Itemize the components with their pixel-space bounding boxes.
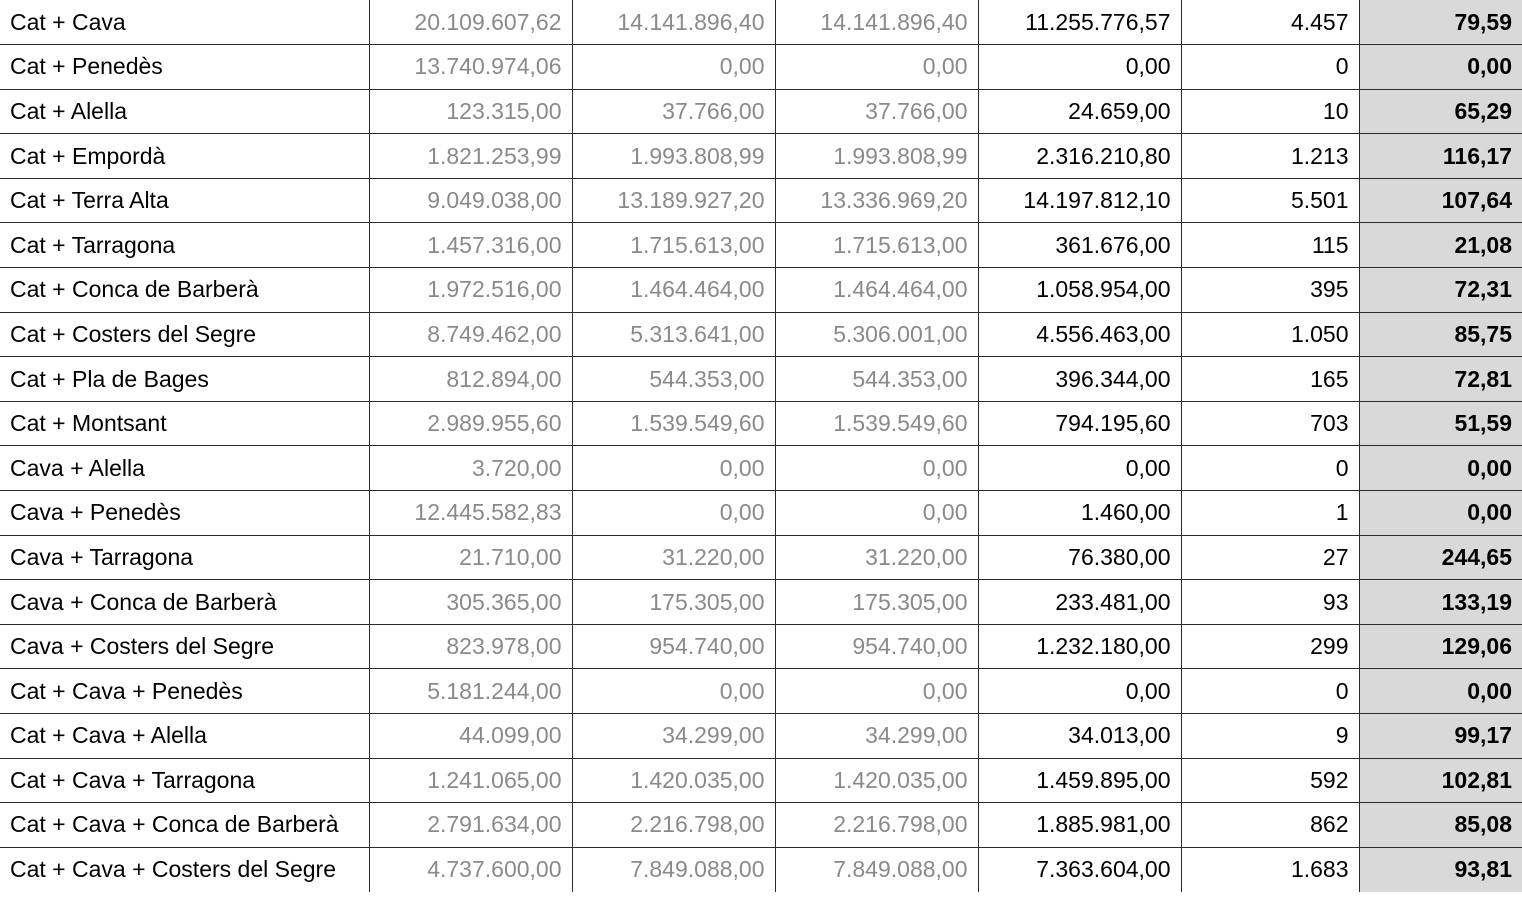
- value-cell-col3: 0,00: [775, 491, 978, 536]
- value-cell-col3: 0,00: [775, 669, 978, 714]
- table-row: [0, 312, 1522, 357]
- value-cell-col6: 72,31: [1359, 268, 1522, 313]
- value-cell-col2: 0,00: [572, 45, 775, 90]
- value-cell-col2: 1.993.808,99: [572, 134, 775, 179]
- value-cell-col2: 1.539.549,60: [572, 401, 775, 446]
- value-cell-col5: 1: [1181, 491, 1359, 536]
- table-row: [0, 178, 1522, 223]
- value-cell-col1: 20.109.607,62: [369, 0, 572, 45]
- value-cell-col2: 13.189.927,20: [572, 178, 775, 223]
- table-row: [0, 669, 1522, 714]
- value-cell-col5: 27: [1181, 535, 1359, 580]
- value-cell-col2: 544.353,00: [572, 357, 775, 402]
- value-cell-col6: 79,59: [1359, 0, 1522, 45]
- value-cell-col3: 34.299,00: [775, 714, 978, 759]
- row-label-cell: Cat + Costers del Segre: [0, 312, 369, 357]
- table-row: [0, 803, 1522, 848]
- table-row: [0, 446, 1522, 491]
- value-cell-col4: 14.197.812,10: [978, 178, 1181, 223]
- row-label-cell: Cava + Tarragona: [0, 535, 369, 580]
- value-cell-col3: 544.353,00: [775, 357, 978, 402]
- value-cell-col5: 0: [1181, 45, 1359, 90]
- table-row: [0, 357, 1522, 402]
- value-cell-col5: 4.457: [1181, 0, 1359, 45]
- row-label-cell: Cava + Costers del Segre: [0, 624, 369, 669]
- value-cell-col6: 102,81: [1359, 758, 1522, 803]
- value-cell-col6: 93,81: [1359, 847, 1522, 892]
- value-cell-col6: 99,17: [1359, 714, 1522, 759]
- value-cell-col1: 9.049.038,00: [369, 178, 572, 223]
- value-cell-col6: 0,00: [1359, 491, 1522, 536]
- value-cell-col3: 5.306.001,00: [775, 312, 978, 357]
- row-label-cell: Cat + Terra Alta: [0, 178, 369, 223]
- row-label-cell: Cat + Montsant: [0, 401, 369, 446]
- table-row: [0, 223, 1522, 268]
- value-cell-col3: 1.993.808,99: [775, 134, 978, 179]
- value-cell-col6: 244,65: [1359, 535, 1522, 580]
- value-cell-col3: 2.216.798,00: [775, 803, 978, 848]
- value-cell-col4: 1.885.981,00: [978, 803, 1181, 848]
- value-cell-col3: 14.141.896,40: [775, 0, 978, 45]
- value-cell-col5: 10: [1181, 89, 1359, 134]
- row-label-cell: Cava + Penedès: [0, 491, 369, 536]
- value-cell-col1: 44.099,00: [369, 714, 572, 759]
- value-cell-col5: 165: [1181, 357, 1359, 402]
- value-cell-col2: 954.740,00: [572, 624, 775, 669]
- row-label-cell: Cava + Conca de Barberà: [0, 580, 369, 625]
- value-cell-col3: 13.336.969,20: [775, 178, 978, 223]
- table-row: [0, 714, 1522, 759]
- value-cell-col6: 116,17: [1359, 134, 1522, 179]
- value-cell-col1: 13.740.974,06: [369, 45, 572, 90]
- row-label-cell: Cat + Tarragona: [0, 223, 369, 268]
- value-cell-col6: 85,75: [1359, 312, 1522, 357]
- value-cell-col1: 4.737.600,00: [369, 847, 572, 892]
- value-cell-col2: 0,00: [572, 491, 775, 536]
- value-cell-col4: 1.460,00: [978, 491, 1181, 536]
- value-cell-col2: 1.464.464,00: [572, 268, 775, 313]
- value-cell-col4: 0,00: [978, 45, 1181, 90]
- value-cell-col5: 0: [1181, 669, 1359, 714]
- value-cell-col3: 7.849.088,00: [775, 847, 978, 892]
- value-cell-col5: 703: [1181, 401, 1359, 446]
- value-cell-col2: 175.305,00: [572, 580, 775, 625]
- value-cell-col2: 1.715.613,00: [572, 223, 775, 268]
- value-cell-col3: 0,00: [775, 446, 978, 491]
- value-cell-col4: 2.316.210,80: [978, 134, 1181, 179]
- value-cell-col1: 812.894,00: [369, 357, 572, 402]
- value-cell-col6: 85,08: [1359, 803, 1522, 848]
- value-cell-col1: 12.445.582,83: [369, 491, 572, 536]
- row-label-cell: Cat + Conca de Barberà: [0, 268, 369, 313]
- value-cell-col4: 24.659,00: [978, 89, 1181, 134]
- row-label-cell: Cat + Cava + Alella: [0, 714, 369, 759]
- table-row: [0, 268, 1522, 313]
- value-cell-col1: 1.457.316,00: [369, 223, 572, 268]
- table-row: [0, 401, 1522, 446]
- value-cell-col1: 1.972.516,00: [369, 268, 572, 313]
- value-cell-col4: 7.363.604,00: [978, 847, 1181, 892]
- value-cell-col4: 0,00: [978, 669, 1181, 714]
- value-cell-col5: 93: [1181, 580, 1359, 625]
- row-label-cell: Cat + Cava + Tarragona: [0, 758, 369, 803]
- value-cell-col1: 5.181.244,00: [369, 669, 572, 714]
- row-label-cell: Cat + Empordà: [0, 134, 369, 179]
- value-cell-col6: 107,64: [1359, 178, 1522, 223]
- value-cell-col4: 1.459.895,00: [978, 758, 1181, 803]
- value-cell-col1: 1.241.065,00: [369, 758, 572, 803]
- value-cell-col5: 5.501: [1181, 178, 1359, 223]
- value-cell-col5: 1.683: [1181, 847, 1359, 892]
- table-row: [0, 847, 1522, 892]
- value-cell-col4: 11.255.776,57: [978, 0, 1181, 45]
- row-label-cell: Cat + Pla de Bages: [0, 357, 369, 402]
- value-cell-col1: 823.978,00: [369, 624, 572, 669]
- value-cell-col4: 0,00: [978, 446, 1181, 491]
- value-cell-col5: 1.050: [1181, 312, 1359, 357]
- value-cell-col3: 1.464.464,00: [775, 268, 978, 313]
- value-cell-col2: 34.299,00: [572, 714, 775, 759]
- table-row: [0, 45, 1522, 90]
- value-cell-col3: 175.305,00: [775, 580, 978, 625]
- value-cell-col5: 862: [1181, 803, 1359, 848]
- row-label-cell: Cat + Cava + Penedès: [0, 669, 369, 714]
- row-label-cell: Cava + Alella: [0, 446, 369, 491]
- row-label-cell: Cat + Alella: [0, 89, 369, 134]
- value-cell-col4: 34.013,00: [978, 714, 1181, 759]
- value-cell-col1: 1.821.253,99: [369, 134, 572, 179]
- value-cell-col3: 31.220,00: [775, 535, 978, 580]
- value-cell-col2: 2.216.798,00: [572, 803, 775, 848]
- value-cell-col2: 1.420.035,00: [572, 758, 775, 803]
- value-cell-col6: 0,00: [1359, 45, 1522, 90]
- value-cell-col6: 0,00: [1359, 669, 1522, 714]
- value-cell-col4: 1.232.180,00: [978, 624, 1181, 669]
- value-cell-col4: 1.058.954,00: [978, 268, 1181, 313]
- value-cell-col1: 305.365,00: [369, 580, 572, 625]
- value-cell-col4: 76.380,00: [978, 535, 1181, 580]
- row-label-cell: Cat + Penedès: [0, 45, 369, 90]
- value-cell-col5: 115: [1181, 223, 1359, 268]
- value-cell-col3: 1.539.549,60: [775, 401, 978, 446]
- value-cell-col4: 233.481,00: [978, 580, 1181, 625]
- value-cell-col4: 4.556.463,00: [978, 312, 1181, 357]
- table-row: [0, 758, 1522, 803]
- value-cell-col3: 954.740,00: [775, 624, 978, 669]
- value-cell-col2: 0,00: [572, 669, 775, 714]
- value-cell-col6: 72,81: [1359, 357, 1522, 402]
- value-cell-col2: 37.766,00: [572, 89, 775, 134]
- value-cell-col1: 2.791.634,00: [369, 803, 572, 848]
- table-row: [0, 580, 1522, 625]
- value-cell-col5: 299: [1181, 624, 1359, 669]
- value-cell-col1: 21.710,00: [369, 535, 572, 580]
- value-cell-col1: 3.720,00: [369, 446, 572, 491]
- value-cell-col2: 14.141.896,40: [572, 0, 775, 45]
- value-cell-col2: 31.220,00: [572, 535, 775, 580]
- table-row: [0, 0, 1522, 45]
- value-cell-col5: 0: [1181, 446, 1359, 491]
- value-cell-col6: 21,08: [1359, 223, 1522, 268]
- value-cell-col4: 396.344,00: [978, 357, 1181, 402]
- value-cell-col5: 1.213: [1181, 134, 1359, 179]
- value-cell-col4: 361.676,00: [978, 223, 1181, 268]
- value-cell-col5: 395: [1181, 268, 1359, 313]
- row-label-cell: Cat + Cava: [0, 0, 369, 45]
- table-row: [0, 134, 1522, 179]
- value-cell-col1: 2.989.955,60: [369, 401, 572, 446]
- table-row: [0, 624, 1522, 669]
- row-label-cell: Cat + Cava + Costers del Segre: [0, 847, 369, 892]
- value-cell-col1: 8.749.462,00: [369, 312, 572, 357]
- table-row: [0, 491, 1522, 536]
- table-row: [0, 89, 1522, 134]
- value-cell-col2: 7.849.088,00: [572, 847, 775, 892]
- value-cell-col6: 133,19: [1359, 580, 1522, 625]
- value-cell-col3: 0,00: [775, 45, 978, 90]
- value-cell-col3: 1.715.613,00: [775, 223, 978, 268]
- value-cell-col5: 592: [1181, 758, 1359, 803]
- value-cell-col6: 51,59: [1359, 401, 1522, 446]
- value-cell-col3: 37.766,00: [775, 89, 978, 134]
- value-cell-col2: 5.313.641,00: [572, 312, 775, 357]
- value-cell-col2: 0,00: [572, 446, 775, 491]
- value-cell-col1: 123.315,00: [369, 89, 572, 134]
- table-row: [0, 535, 1522, 580]
- value-cell-col5: 9: [1181, 714, 1359, 759]
- value-cell-col6: 65,29: [1359, 89, 1522, 134]
- value-cell-col3: 1.420.035,00: [775, 758, 978, 803]
- value-cell-col6: 129,06: [1359, 624, 1522, 669]
- value-cell-col6: 0,00: [1359, 446, 1522, 491]
- row-label-cell: Cat + Cava + Conca de Barberà: [0, 803, 369, 848]
- value-cell-col4: 794.195,60: [978, 401, 1181, 446]
